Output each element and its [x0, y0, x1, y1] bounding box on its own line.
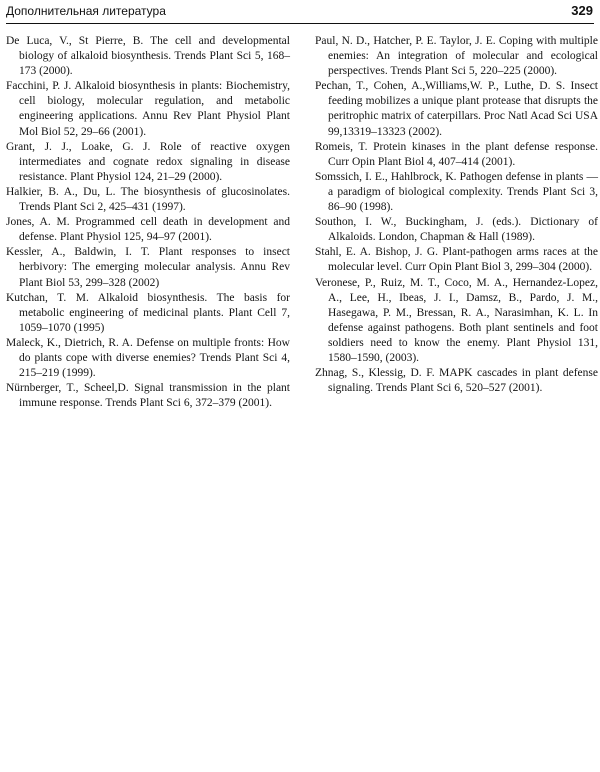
- page-number: 329: [571, 3, 593, 18]
- reference-entry: Kutchan, T. M. Alkaloid biosynthesis. The basis for metabolic engineering of medicinal plants. Plant Cell 7, 1059–1070 (1995): [6, 291, 290, 334]
- reference-entry: Romeis, T. Protein kinases in the plant defense response. Curr Opin Plant Biol 4, 407–414 (2001).: [315, 140, 598, 168]
- running-title: Дополнительная литература: [6, 4, 166, 18]
- references-column-right: [315, 34, 598, 396]
- reference-entry: Grant, J. J., Loake, G. J. Role of reactive oxygen intermediates and cognate redox signaling in disease resistance. Plant Physiol 124, 21–29 (2000).: [6, 140, 290, 183]
- reference-entry: De Luca, V., St Pierre, B. The cell and developmental biology of alkaloid biosynthesis. Trends Plant Sci 5, 168–173 (2000).: [6, 35, 290, 78]
- references-column-left: [6, 34, 290, 411]
- reference-entry: Stahl, E. A. Bishop, J. G. Plant-pathogen arms races at the molecular level. Curr Opin Plant Biol 3, 299–304 (2000).: [315, 246, 598, 274]
- reference-entry: Nürnberger, T., Scheel,D. Signal transmission in the plant immune response. Trends Plant Sci 6, 372–379 (2001).: [6, 382, 290, 410]
- reference-entry: Paul, N. D., Hatcher, P. E. Taylor, J. E. Coping with multiple enemies: An integration of molecular and ecological perspectives. Trends Plant Sci 5, 220–225 (2000).: [315, 35, 598, 78]
- reference-entry: Facchini, P. J. Alkaloid biosynthesis in plants: Biochemistry, cell biology, molecular regulation, and metabolic engineering applications. Annu Rev Plant Physiol Plant Mol Biol 52, 29–66 (2001).: [6, 80, 290, 138]
- reference-entry: Veronese, P., Ruiz, M. T., Coco, M. A., Hernandez-Lopez, A., Lee, H., Ibeas, J. I., Damsz, B., Pardo, J. M., Hasegawa, P. M., Bressan, R. A., Narasimhan, K. L. In defense against pathogens. Both plant sentinels and foot soldiers need to know the enemy. Plant Physiol 131, 1580–1590, (2003).: [315, 276, 598, 364]
- reference-entry: Kessler, A., Baldwin, I. T. Plant responses to insect herbivory: The emerging molecular analysis. Annu Rev Plant Biol 53, 299–328 (2002): [6, 246, 290, 289]
- reference-entry: Jones, A. M. Programmed cell death in development and defense. Plant Physiol 125, 94–97 (2001).: [6, 216, 290, 244]
- reference-entry: Pechan, T., Cohen, A.,Williams,W. P., Luthe, D. S. Insect feeding mobilizes a unique plant protease that disrupts the peritrophic matrix of caterpillars. Proc Natl Acad Sci USA 99,13319–13323 (2002).: [315, 80, 598, 138]
- reference-entry: Zhnag, S., Klessig, D. F. MAPK cascades in plant defense signaling. Trends Plant Sci 6, 520–527 (2001).: [315, 367, 598, 395]
- reference-entry: Maleck, K., Dietrich, R. A. Defense on multiple fronts: How do plants cope with diverse enemies? Trends Plant Sci 4, 215–219 (1999).: [6, 336, 290, 380]
- reference-entry: Somssich, I. E., Hahlbrock, K. Pathogen defense in plants — a paradigm of biological complexity. Trends Plant Sci 3, 86–90 (1998).: [315, 170, 598, 214]
- reference-entry: Southon, I. W., Buckingham, J. (eds.). Dictionary of Alkaloids. London, Chapman & Hall (1989).: [315, 216, 598, 244]
- reference-entry: Halkier, B. A., Du, L. The biosynthesis of glucosinolates. Trends Plant Sci 2, 425–431 (1997).: [6, 185, 290, 214]
- page-header: [6, 3, 594, 24]
